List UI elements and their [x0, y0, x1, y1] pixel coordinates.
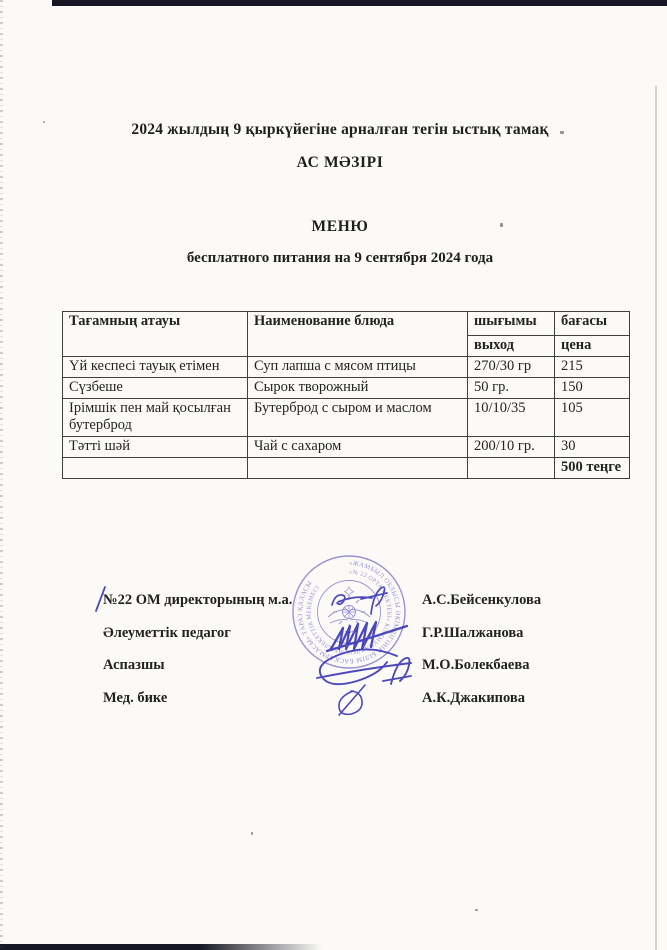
dish-output: 270/30 гр: [468, 357, 555, 378]
scan-noise-left: [0, 0, 3, 950]
dish-kk: Тәтті шәй: [63, 437, 248, 458]
dish-price: 105: [555, 399, 630, 437]
signature-name: А.С.Бейсенкулова: [422, 592, 542, 608]
signature-name: М.О.Болекбаева: [422, 657, 530, 673]
menu-table: [62, 311, 630, 479]
document-title-kk: 2024 жылдың 9 қыркүйегіне арналған тегін ыстық тамақ: [131, 121, 549, 138]
empty-cell: [468, 458, 555, 479]
table-row: [63, 399, 630, 437]
total-price: 500 теңге: [555, 458, 630, 479]
signature-role: №22 ОМ директорының м.а.: [103, 592, 293, 608]
scan-speck: [475, 909, 478, 911]
scan-edge-top: [52, 0, 667, 6]
col-header-price-kk: бағасы: [555, 312, 630, 336]
dish-price: 215: [555, 357, 630, 378]
document-subtitle-ru: бесплатного питания на 9 сентября 2024 года: [186, 250, 494, 266]
dish-ru: Суп лапша с мясом птицы: [248, 357, 468, 378]
col-header-dish-ru: Наименование блюда: [248, 312, 468, 357]
empty-cell: [63, 458, 248, 479]
col-header-price-ru: цена: [555, 336, 630, 357]
scan-speck: [251, 832, 253, 835]
stamp-emblem-icon: [328, 587, 370, 633]
scan-edge-bottom: [0, 944, 322, 950]
menu-heading-ru: МЕНЮ: [311, 218, 369, 235]
dish-kk: Сүзбеше: [63, 378, 248, 399]
empty-cell: [248, 458, 468, 479]
stamp-outer-text: «ЖАМБЫЛ ОБЛЫСЫ ӘКІМДІГІНІҢ БІЛІМ БАСҚАРМАСЫ» ТАРАЗ ҚАЛАСЫ: [296, 559, 402, 665]
signature-role: Аспазшы: [103, 657, 165, 673]
dish-kk: Ірімшік пен май қосылған бутерброд: [63, 399, 248, 437]
table-row: [63, 378, 630, 399]
stamp-inner-text: «№ 22 ОРТА МЕКТЕБІ» КОММУНАЛДЫҚ МЕМЛЕКЕТТІК МЕКЕМЕСІ: [306, 569, 392, 655]
scan-paper-edge-right: [655, 86, 657, 950]
dish-price: 30: [555, 437, 630, 458]
dish-ru: Чай с сахаром: [248, 437, 468, 458]
table-row: [63, 437, 630, 458]
signature-row: [0, 690, 667, 714]
dish-price: 150: [555, 378, 630, 399]
signature-name: Г.Р.Шалжанова: [422, 625, 524, 641]
col-header-dish-kk: Тағамның атауы: [63, 312, 248, 357]
dish-ru: Сырок творожный: [248, 378, 468, 399]
signature-role: Мед. бике: [103, 690, 168, 706]
dish-ru: Бутерброд с сыром и маслом: [248, 399, 468, 437]
signature-name: А.К.Джакипова: [422, 690, 526, 706]
dish-output: 50 гр.: [468, 378, 555, 399]
dish-kk: Үй кеспесі тауық етімен: [63, 357, 248, 378]
menu-heading-kk: АС МӘЗІРІ: [296, 154, 384, 171]
dish-output: 200/10 гр.: [468, 437, 555, 458]
table-row: [63, 357, 630, 378]
col-header-output-ru: выход: [468, 336, 555, 357]
official-round-stamp: [290, 553, 408, 671]
signature-role: Әлеуметтік педагог: [103, 625, 231, 641]
table-row-total: [63, 458, 630, 479]
col-header-output-kk: шығымы: [468, 312, 555, 336]
dish-output: 10/10/35: [468, 399, 555, 437]
